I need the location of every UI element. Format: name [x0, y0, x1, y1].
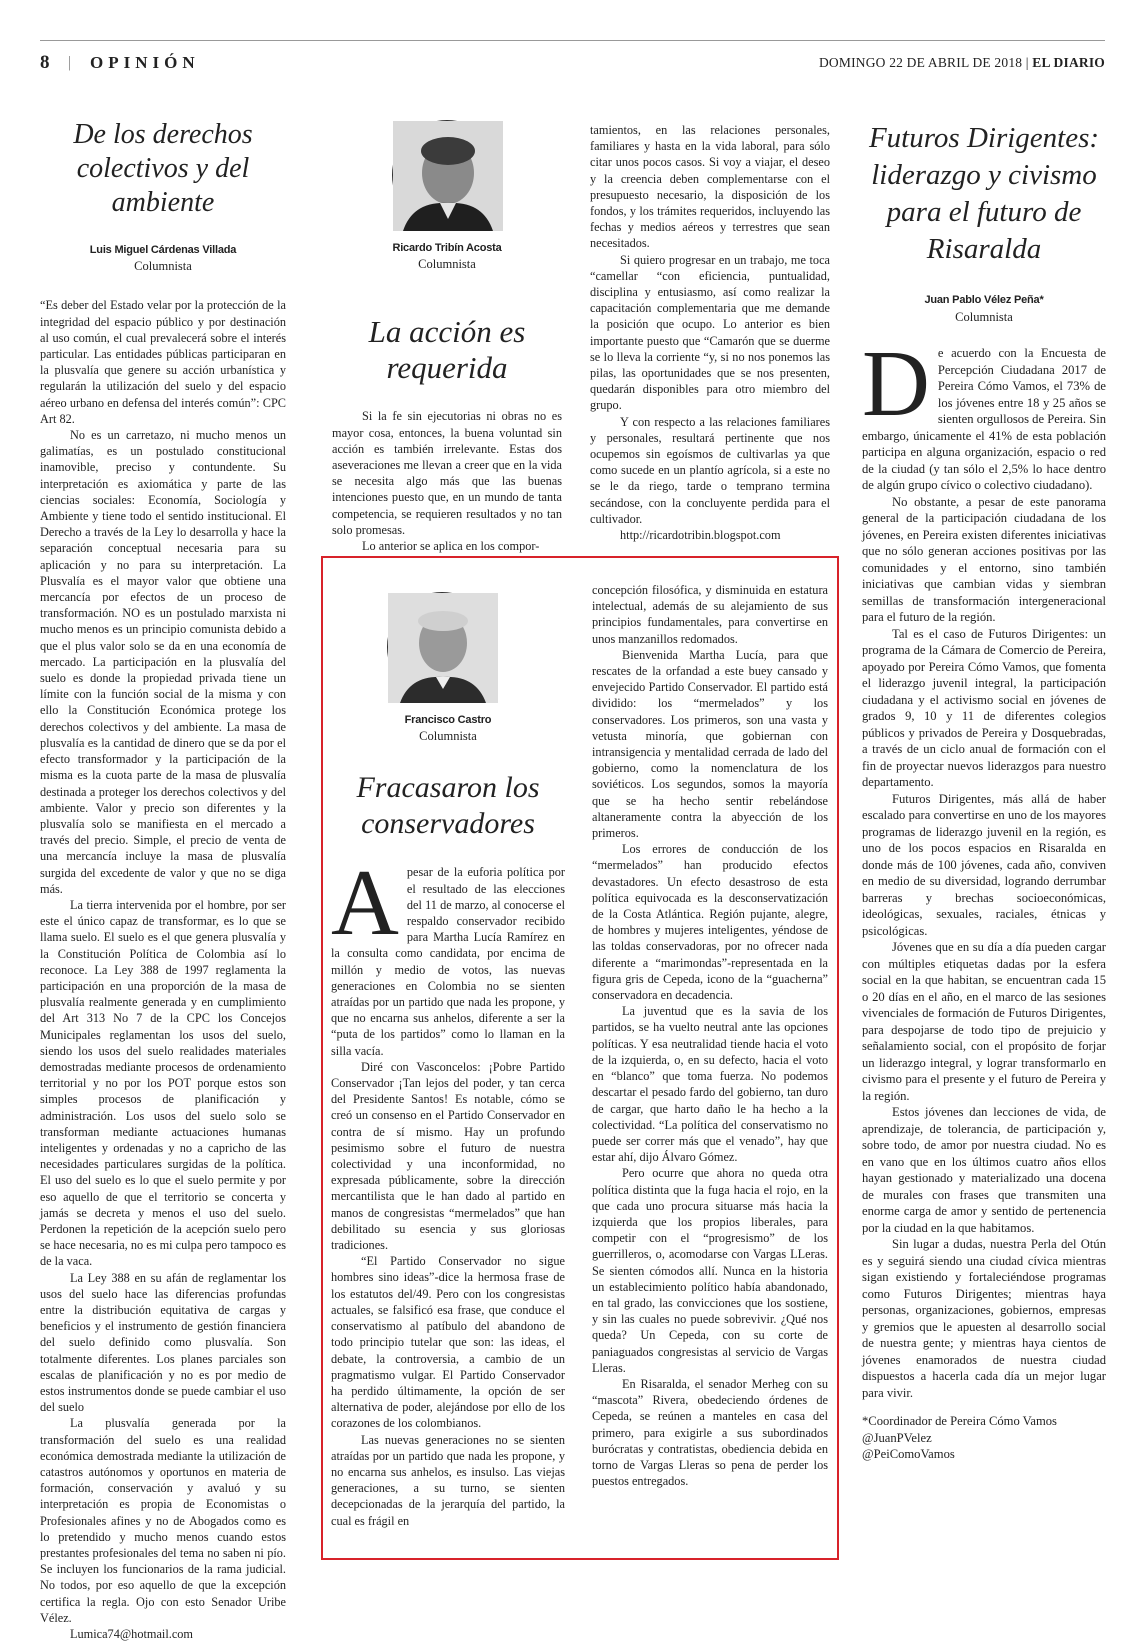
paragraph: Si quiero progresar en un trabajo, me toca “camellar “con eficiencia, puntualidad, disciplina y entusiasmo, así como realizar la capacitación complementaria que me demande la posición que ocupo. Lo anterior es bien importante puesto que “Camarón que se duerme se lo lleva la corriente “y, si no nos ponemos las pilas, las oportunidades que se nos presenten, quedarán disponibles para otro miembro del grupo.: [590, 252, 830, 413]
paragraph: tamientos, en las relaciones personales, familiares y hasta en la vida laboral, para sólo citar unos pocos casos. Si voy a viajar, el deseo y la creencia deben complementarse con el presupuesto necesario, la disposición de los fondos, y los trámites requeridos, incluyendo las fechas y medios aéreos y terrestres que sean necesitados.: [590, 123, 830, 251]
dateline: [819, 55, 1105, 71]
column-fracasaron-conservadores: [331, 712, 565, 1529]
column-accion-requerida-cont: [590, 122, 830, 543]
paragraph: Bienvenida Martha Lucía, para que rescates de la orfandad a este buey cansado y envejecido Partido Conservador. El partido está dividido: los “mermelados” y los conservadores. Los primeros, son una vasta y vetusta minoría, que gobiernan con intransigencia y mentalidad cerrada de lado del gobierno, como la nomenclatura de los soviéticos. Los segundos, somos la mayoría que se ha hecho sentir rebelándose altaneramente contra la abyección de los primeros.: [592, 647, 828, 841]
paragraph: Las nuevas generaciones no se sienten atraídas por un partido que nada les propone, y no encarna sus anhelos, es insulso. Las viejas generaciones, a su turno, se sienten decepcionadas de la jerarquía del partido, la cual es frágil en: [331, 1432, 565, 1528]
footnote: [862, 1413, 1106, 1463]
paragraph: [331, 851, 565, 1058]
paragraph: Tal es el caso de Futuros Dirigentes: un programa de la Cámara de Comercio de Pereira, apoyado por Pereira Cómo Vamos, que fomenta el liderazgo juvenil integral, la participación ciudadana y el activismo social en jóvenes de grados 9, 10 y 11 de diferentes colegios públicos y privados de Pereira y Dosquebradas, a través de un ciclo anual de formación con el fin de proyectar nuevos liderazgos para nuestro departamento.: [862, 626, 1106, 789]
column-accion-requerida: [332, 240, 562, 554]
paragraph: Sin lugar a dudas, nuestra Perla del Otún es y seguirá siendo una ciudad cívica mientras sigan existiendo y fortaleciéndose programas como Futuros Dirigentes; mientras haya personas, organizaciones, gobiernos, empresas y gremios que le apuesten al desarrollo social de nuestra gente; y mientras haya cientos de jóvenes enamorados de nuestra ciudad dispuestos a hacerla cada día un mejor lugar para vivir.: [862, 1237, 1106, 1400]
paragraph: Futuros Dirigentes, más allá de haber escalado para convertirse en uno de los mayores programas de liderazgo juvenil en la región, es uno de los pocos espacios en Risaralda en donde más de 100 jóvenes, cada año, conviven en medio de su diversidad, logrando derrumbar barreras y brechas socioeconómicas, ideológicas, sexuales, raciales, étnicas y psicológicas.: [862, 791, 1106, 938]
author-website: http://ricardotribin.blogspot.com: [620, 528, 781, 543]
author-photo: [392, 120, 502, 230]
page-number: 8: [40, 52, 50, 73]
paragraph: En Risaralda, el senador Merheg con su “mascota” Rivera, obedeciendo órdenes de Cepeda, se reúnen a manteles en casa del primero, para exigirle a sus subordinados burócratas y contratistas, obediencia debida en torno de Vargas Lleras so pena de perder los puestos entregados.: [592, 1376, 828, 1489]
paragraph: No obstante, a pesar de este panorama general de la participación ciudadana de los jóvenes, en Pereira existen diferentes iniciativas que no sólo generan acciones positivas por las comunidades y el entorno, sino también iniciativas que cambian vidas y siembran semillas de transformación intergeneracional para el futuro de la región.: [862, 494, 1106, 624]
paragraph: Y con respecto a las relaciones familiares y personales, resultará pertinente que nos ocupemos sin egoísmos de cultivarlas ya que como sucede en un plantío agrícola, si a este no se le da riego, tarde o temprano termina secándose, con la concluyente perdida para el cultivador.: [590, 414, 830, 526]
author-role: Columnista: [134, 259, 192, 274]
footnote-line: @JuanPVelez: [862, 1430, 932, 1445]
footnote-line: @PeiComoVamos: [862, 1447, 955, 1461]
paragraph: Jóvenes que en su día a día pueden cargar con múltiples etiquetas dadas por la esfera social en la que habitan, se encuentran cada 15 o 20 días en el año, en el marco de las sesiones vivenciales de formación de Futuros Dirigentes, para despojarse de todo tipo de prejuicio y señalamiento social, con el propósito de forjar un liderazgo integral, y lograr transformarlo en civismo para el presente y el futuro de Pereira y la región.: [862, 940, 1106, 1103]
author-email: Lumica74@hotmail.com: [70, 1627, 193, 1642]
paragraph: “Es deber del Estado velar por la protección de la integridad del espacio público y por destinación al uso común, el cual prevalecerá sobre el interés particular. Las entidades públicas participaran en la plusvalía que genere su acción urbanística y regularán la utilización del suelo y del espacio aéreo urbano en defensa del interés común”: CPC Art 82.: [40, 298, 286, 426]
author-name: Luis Miguel Cárdenas Villada: [89, 244, 237, 256]
paragraph: concepción filosófica, y disminuida en estatura intelectual, además de su alejamiento de sus principios fundamentales, para convertirse en unos manzanillos redomados.: [592, 583, 828, 646]
author-photo: [387, 592, 497, 702]
author-role: Columnista: [419, 729, 477, 744]
paragraph: Si la fe sin ejecutorias ni obras no es mayor cosa, entonces, la buena voluntad sin acción es también irrelevante. Estas dos aseveraciones me llevan a creer que en la vida se necesita algo más que las buenas intenciones puesto que, en un mundo de tanta competencia, se requieren resultados y no tan solo promesas.: [332, 409, 562, 537]
footnote-line: *Coordinador de Pereira Cómo Vamos: [862, 1414, 1057, 1428]
paragraph: “El Partido Conservador no sigue hombres sino ideas”-dice la hermosa frase de los estatutos del/49. Pero con los congresistas actuales, se falsificó esa frase, que conduce el conservatismo al patíbulo del abandono de todo principio tutelar que son: las ideas, el debate, la controversia, a cambio de un pragmatismo vulgar. El Partido Conservador ha perdido últimamente, la opción de ser alternativa de poder, alejándose por ello de los corazones de los colombianos.: [331, 1254, 565, 1431]
paragraph: La Ley 388 en su afán de reglamentar los usos del suelo hace las diferencias profundas entre la distribución equitativa de cargas y beneficios y el instrumento de gestión financiera del suelo definido como plusvalía. Son totalmente diferentes. Los planes parciales son escalas de planificación y no es por medio de estos instrumentos donde se puede cambiar el uso del suelo: [40, 1270, 286, 1415]
drop-cap: A: [331, 851, 399, 956]
paragraph: No es un carretazo, ni mucho menos un galimatías, es un postulado constitucional inamovible, preciso y contundente. Su interpretación es axiomática y parte de las ciencias sociales: Economía, Sociología y Ambiente y tiene todo el sentido institucional. El Derecho a través de la Ley lo desarrolla y hace la separación conceptual necesaria para su aplicación y no para su interpretación. La Plusvalía es el mayor valor que obtiene una mercancía por efectos de un proceso de transformación. NO es un postulado marxista ni mucho menos es un principio comunista debido a que el plus valor solo se da en una economía de mercado. La participación en la plusvalía del suelo es donde la propiedad privada tiene un límite con la función social de la misma y con ello la Constitución Económica protege los derechos colectivos y del ambiente. La masa de plusvalía es la cantidad de dinero que se da por el efecto transformador y la participación de la misma es la cuota parte de la masa de plusvalía destinada a proteger los derechos colectivos y del ambiente. Valor y precio son diferentes y la plusvalía solo se manifiesta en el mercado a través del precio. Simple, el precio de venta de una mercancía incluye la masa de plusvalía surgida del excedente de valor y que no se diga más.: [40, 428, 286, 896]
article-title: De los derechos colectivos y del ambiente: [73, 119, 253, 218]
author-name: Juan Pablo Vélez Peña*: [924, 294, 1044, 306]
page-header: [40, 52, 1105, 80]
top-rule: [40, 40, 1105, 41]
article-title: Futuros Dirigentes: liderazgo y civismo para el futuro de Risaralda: [868, 122, 1100, 265]
column-futuros-dirigentes: [862, 120, 1106, 1463]
article-title: La acción es requerida: [368, 314, 526, 386]
column-fracasaron-conservadores-cont: [592, 582, 828, 1489]
paragraph: La tierra intervenida por el hombre, por ser este el único capaz de transformar, es lo que se llama suelo. El suelo es el que genera plusvalía y la Constitución Política de Colombia así lo reconoce. La Ley 388 de 1997 reglamenta la participación en una proporción de la masa de plusvalía realmente generada y en cumplimiento del Art 313 No 7 de la CPC los Concejos Municipales reglamentan los usos del suelo, siendo los usos del suelo realidades materiales demostradas mediante procesos de ordenamiento territorial y no por los POT porque estos son simples procesos de planificación y administración. Los usos del suelo solo se transforman mediante actuaciones humanas inteligentes y ordenadas y no a capricho de las necesidades particulares surgidas de la política. El uso del suelo es lo que el suelo permite y por eso aquello de que el territorio se concerta y jamás se decreta y menos el uso del suelo. Perdonen la repetición de la acepción suelo pero se hace necesaria, no es mi culpa pero tampoco es de la vaca.: [40, 897, 286, 1269]
paragraph: Los errores de conducción de los “mermelados” han producido efectos devastadores. Un efecto desastroso de esta política equivocada es la desconservatización de la Costa Atlántica. Región pujante, alegre, de hombres y mujeres inteligentes, yéndose de las toldas conservadoras, por no ofrecer nada diferente a “marimondas”-representada en la figura gris de Cepeda, icono de la “guacherna” conservadora en decadencia.: [592, 842, 828, 1003]
section-name: OPINIÓN: [90, 53, 200, 72]
author-role: Columnista: [955, 309, 1013, 324]
column-derechos-colectivos: [40, 118, 286, 1642]
paragraph: Estos jóvenes dan lecciones de vida, de aprendizaje, de tolerancia, de participación y, sobre todo, de amor por nuestra ciudad. No es en vano que en los últimos cuatro años ellos hayan gestionado y materializado una docena de murales con frases que transmiten una enorme carga de amor y sentido de pertenencia por la ciudad en la que habitamos.: [862, 1105, 1106, 1235]
author-role: Columnista: [418, 257, 476, 272]
paragraph: La juventud que es la savia de los partidos, se ha vuelto neutral ante las opciones políticas. Y esa neutralidad tiende hacia el voto de la izquierda, o, en su defecto, hacia el voto en “blanco” que toma fuerza. No podemos descartar el pesado fardo del gobierno, tan duro de cargar, que harto daño le ha hecho a la colectividad. “La política del conservatismo no puede ser correr más que el venado”, hay que estar ahí, dijo Álvaro Gómez.: [592, 1004, 828, 1165]
date-text: DOMINGO 22 DE ABRIL DE 2018 |: [818, 55, 1029, 70]
paragraph: Pero ocurre que ahora no queda otra política distinta que la fuga hacia el rojo, en la que cada uno procura situarse más hacia la izquierda que los propios liberales, para competir con el “progresismo” de los guerrilleros, o, acomodarse con Vargas LLeras. Se sienten cómodos allí. Nunca en la historia un establecimiento político había abandonado, en tal grado, las convicciones que los sostiene, y sin las cuales no puede sobrevivir. ¿Qué nos queda? Un Cepeda, con su corte de paniaguados congresistas al servicio de Vargas Lleras.: [592, 1166, 828, 1375]
paper-name: EL DIARIO: [1032, 55, 1105, 70]
author-name: Ricardo Tribín Acosta: [392, 242, 502, 254]
drop-cap: D: [862, 332, 930, 436]
paragraph: Diré con Vasconcelos: ¡Pobre Partido Conservador ¡Tan lejos del poder, y tan cerca del Presidente Santos! Es notable, cómo se creó un consenso en el Partido Conservador en contra de sí mismo. Hay un profundo pesimismo sobre el futuro de nuestra colectividad y una inconformidad, no expresada públicamente, sobre la dirección mercantilista que le han dado al partido en manos de congresistas “mermelados” que han debilitado su esencia y sus gloriosas tradiciones.: [331, 1059, 565, 1253]
author-name: Francisco Castro: [404, 714, 492, 726]
header-separator: |: [68, 54, 72, 71]
paragraph-text: e acuerdo con la Encuesta de Percepción Ciudadana 2017 de Pereira Cómo Vamos, el 73% de los jóvenes entre 18 y 25 años se sienten orgullosos de Pereira. Sin embargo, únicamente el 41% de esta población participa en alguna organización, espacio o red de la ciudad (y tan sólo el 2,5% lo hace dentro de algún grupo cívico o colectivo ciudadano).: [862, 346, 1106, 492]
paragraph: [862, 332, 1106, 494]
paragraph: La plusvalía generada por la transformación del suelo es una realidad económica demostrada mediante la utilización de catastros autónomos y oportunos en materia de formación, conservación y avaluó y su interpretación es propia de Economistas o Profesionales afines y no de Abogados como es lo pretendido y mucho menos cuando estos prestantes profesionales del tema no saben ni pío. Se incluyen los funcionarios de la rama judicial. No todos, por eso aquello de que la excepción certifica la regla. Ojo con esto Senador Uribe Vélez.: [40, 1416, 286, 1625]
paragraph: Lo anterior se aplica en los compor-: [362, 539, 540, 554]
article-title: Fracasaron los conservadores: [356, 771, 540, 841]
paragraph-text: pesar de la euforia política por el resultado de las elecciones del 11 de marzo, al conocerse el respaldo conservador recibido para Martha Lucía Ramírez en la consulta como candidata, por encima de millón y medio de votos, las nuevas generaciones en Colombia no se sienten atraídas por un partido que nada les propone, y que no encarna sus anhelos, diferente a ser la “puta de los partidos” como lo llaman en la silla vacía.: [331, 865, 565, 1058]
